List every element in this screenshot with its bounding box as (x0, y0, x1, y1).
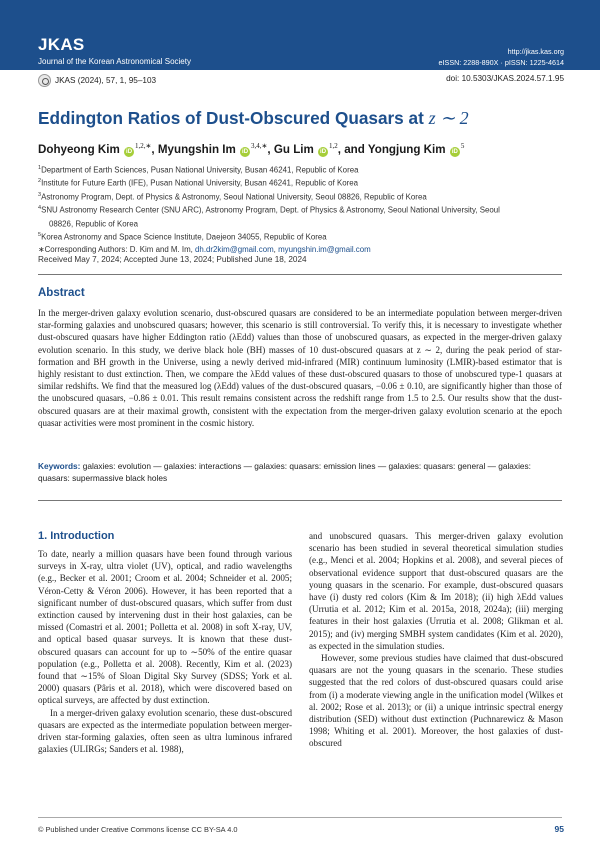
right-column (309, 530, 563, 750)
affiliation-cont: 08826, Republic of Korea (49, 219, 139, 229)
journal-url[interactable]: http://jkas.kas.org (507, 47, 564, 56)
email-link[interactable]: dh.dr2kim@gmail.com (195, 244, 274, 254)
journal-issn: eISSN: 2288-890X · pISSN: 1225-4614 (438, 58, 564, 67)
corresponding-authors: ∗Corresponding Authors: D. Kim and M. Im, dh.dr2kim@gmail.com, myungshin.im@gmail.com (38, 244, 371, 254)
author-3-sup: 1,2 (329, 142, 338, 150)
affiliation: $^3$Astronomy Program, Dept. of Physics & Astronomy, Seoul National University, Seoul 08826, Republic of Korea (38, 191, 427, 202)
keywords-label: Keywords: (38, 461, 81, 471)
author-list (38, 142, 464, 157)
abstract-text: In the merger-driven galaxy evolution scenario, dust-obscured quasars are considered to be an intermediate population between merger-driven star-forming galaxies and unobscured quasars; however, this scenario is still controversial. To verify this, it is necessary to investigate whether dust-obscured quasars have higher Eddington ratio (λEdd) values than those of unobscured quasars, as expected in the merger-driven galaxy evolution scenario. In this study, we derive black hole (BH) masses of 10 dust-obscured quasars at z ∼ 2, during the peak period of star-formation and BH growth in the Universe, using a newly derived mid-infrared (MIR) continuum luminosity (LMIR)-based estimator that is highly resistant to dust extinction. Then, we compare the λEdd values of these dust-obscured quasars to those of unobscured type-1 quasars at similar redshifts. We find that the measured log (λEdd) values of the dust-obscured quasars, −0.06 ± 0.10, are significantly higher than those of the unobscured quasars, −0.86 ± 0.01. This result remains consistent across the redshift range from 1.5 to 2.5. Our results show that the dust-obscured quasars are at their maximal growth, consistent with the expectation from the merger-driven galaxy evolution scenario at the epoch quasar activities were most prominent in the cosmic history. (38, 308, 562, 428)
citation: JKAS (2024), 57, 1, 95–103 (55, 76, 157, 85)
orcid-icon[interactable]: iD (126, 148, 133, 155)
keywords-text: galaxies: evolution — galaxies: interactions — galaxies: quasars: emission lines — galaxies: quasars: general — galaxies: quasars: supermassive black holes (38, 461, 531, 483)
paragraph: and unobscured quasars. This merger-driven galaxy evolution scenario has been studied in several theoretical simulation studies (e.g., Menci et al. 2004; Hopkins et al. 2008), and several pieces of observational evidence support that dust-obscured quasars are the young quasars in the scenario. For example, dust-obscured quasars have (i) dusty red colors (Kim & Im 2018); (ii) high λEdd values (Urrutia et al. 2012; Kim et al. 2015a, 2018, 2024a); (iii) merging features in their host galaxies (Urrutia et al. 2008; Glikman et al. 2015); and (iv) merging SMBH system candidates (Kim et al. 2020), as expected in the simulation studies. (309, 531, 563, 651)
author-sep: , (151, 142, 158, 156)
abstract-heading: Abstract (38, 287, 85, 299)
journal-abbr: JKAS (38, 35, 85, 54)
paragraph: In a merger-driven galaxy evolution scenario, these dust-obscured quasars are expected as the intermediate population between merger-driven star-forming galaxies, often seen as ultra luminous infrared galaxies (ULIRGs; Sanders et al. 1988), (38, 707, 292, 755)
keywords (38, 460, 562, 484)
open-access-icon (38, 74, 51, 87)
orcid-icon[interactable]: iD (451, 148, 458, 155)
affiliation: $^1$Department of Earth Sciences, Pusan National University, Busan 46241, Republic of Korea (38, 165, 359, 175)
divider (38, 500, 562, 501)
page-number: 95 (554, 824, 564, 834)
affiliation: $^4$SNU Astronomy Research Center (SNU ARC), Astronomy Program, Dept. of Physics & Astronomy, Seoul National University, Seoul (38, 205, 500, 215)
section-heading: 1. Introduction (38, 530, 115, 542)
left-column (38, 548, 292, 755)
author-sep: , (267, 142, 274, 156)
author-2-sup: 3,4,∗ (251, 142, 268, 150)
author-1: Dohyeong Kim (38, 142, 120, 156)
author-3: Gu Lim (273, 142, 314, 156)
orcid-icon[interactable]: iD (320, 148, 327, 155)
divider (38, 817, 562, 818)
email-link[interactable]: myungshin.im@gmail.com (278, 244, 371, 254)
author-1-sup: 1,2,∗ (135, 142, 152, 150)
author-sep: , and (337, 142, 368, 156)
affiliations (38, 163, 566, 255)
author-4: Yongjung Kim (367, 142, 446, 156)
citation-line (38, 74, 156, 87)
paper-title (38, 108, 469, 129)
paragraph: To date, nearly a million quasars have been found through various surveys in X-ray, ultra violet (UV), optical, and radio wavelengths (e.g., Becker et al. 2001; Croom et al. 2004; Schneider et al. 2005; Véron-Cetty & Véron 2006). However, it has been reported that a significant number of dust-obscured quasars, which suffer from dust extinction caused by intervening dust in their host galaxies, can be missed (Comastri et al. 2001; Polletta et al. 2008) in soft X-ray, UV, and optical based quasar surveys. It is known that these dust-obscured quasars can account for up to ∼50% of the entire quasar population (e.g., Polletta et al. 2008). Recently, Kim et al. (2023) found that ∼15% of Sloan Digital Sky Survey (SDSS; York et al. 2000) quasars (Pâris et al. 2018), which were discovered based on optical surveys, are affected by dust extinction. (38, 549, 292, 706)
author-2: Myungshin Im (157, 142, 236, 156)
orcid-icon[interactable]: iD (242, 148, 249, 155)
affiliation: $^2$Institute for Future Earth (IFE), Pusan National University, Busan 46241, Republic of Korea (38, 178, 359, 189)
paragraph: However, some previous studies have claimed that dust-obscured quasars are not the young quasars in the scenario. These studies suggested that the red colors of dust-obscured quasars could arise from (i) a moderate viewing angle in the unification model (Wilkes et al. 2002; Rose et al. 2013); or (ii) a unique intrinsic spectral energy distribution (SED) without dust extinction (Puchnarewicz & Mason 1998; Whiting et al. 2001). Moreover, the host galaxies of dust-obscured (309, 653, 563, 749)
doi[interactable]: doi: 10.5303/JKAS.2024.57.1.95 (446, 74, 564, 83)
received-dates: Received May 7, 2024; Accepted June 13, 2024; Published June 18, 2024 (38, 255, 307, 264)
title-math: z ∼ 2 (428, 108, 469, 128)
journal-name: Journal of the Korean Astronomical Society (38, 57, 191, 66)
affiliation: $^5$Korea Astronomy and Space Science Institute, Daejeon 34055, Republic of Korea (38, 232, 327, 242)
journal-banner (0, 0, 600, 70)
license: © Published under Creative Commons license CC BY-SA 4.0 (38, 825, 238, 834)
author-4-sup: 5 (460, 142, 465, 150)
title-text: Eddington Ratios of Dust-Obscured Quasars at (38, 108, 429, 128)
divider (38, 274, 562, 275)
